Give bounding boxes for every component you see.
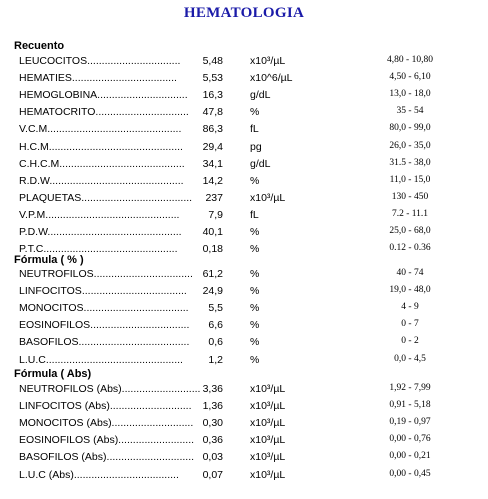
result-row: [0, 106, 488, 122]
result-unit: x10³/µL: [250, 400, 286, 413]
result-unit: fL: [250, 208, 259, 221]
section-heading: Recuento: [14, 40, 65, 52]
result-unit: x10³/µL: [250, 417, 286, 430]
result-value: 40,1: [202, 226, 223, 238]
reference-range: 4 - 9: [401, 302, 419, 313]
result-value: 34,1: [202, 157, 223, 170]
result-row: [0, 192, 488, 208]
test-name: NEUTROFILOS (Abs)...........................: [19, 383, 201, 395]
test-name: C.H.C.M...........................................: [19, 157, 185, 170]
reference-range: 13,0 - 18,0: [389, 89, 431, 100]
reference-range: 4,50 - 6,10: [389, 72, 431, 83]
test-name: HEMOGLOBINA...............................: [19, 89, 188, 102]
result-row: [0, 400, 488, 416]
test-name: EOSINOFILOS (Abs)..........................: [19, 434, 195, 447]
result-value: 0,36: [202, 434, 223, 447]
result-unit: pg: [250, 140, 262, 153]
reference-range: 0,00 - 0,45: [389, 468, 431, 479]
result-value: 0,03: [202, 451, 223, 464]
result-unit: %: [250, 336, 260, 349]
reference-range: 0,00 - 0,76: [389, 434, 431, 445]
result-unit: %: [250, 319, 260, 332]
result-unit: %: [250, 243, 260, 256]
reference-range: 0 - 2: [401, 336, 419, 347]
result-unit: x10³/µL: [250, 451, 286, 464]
reference-range: 0,00 - 0,21: [389, 451, 431, 462]
result-row: [0, 158, 488, 174]
result-value: 24,9: [202, 285, 223, 298]
result-value: 29,4: [202, 140, 223, 153]
result-unit: x10³/µL: [250, 55, 286, 67]
result-value: 7,9: [208, 208, 223, 221]
reference-range: 80,0 - 99,0: [389, 123, 431, 134]
result-row: [0, 285, 488, 301]
reference-range: 31.5 - 38,0: [389, 157, 431, 168]
result-value: 47,8: [202, 106, 223, 119]
reference-range: 0,0 - 4,5: [394, 353, 426, 364]
section-heading: Fórmula ( Abs): [14, 368, 92, 380]
test-name: P.T.C..............................................: [19, 243, 178, 256]
test-name: BASOFILOS (Abs)..............................: [19, 451, 195, 464]
reference-range: 7.2 - 11.1: [391, 208, 429, 219]
test-name: PLAQUETAS......................................: [19, 191, 193, 204]
result-value: 0,6: [208, 336, 223, 349]
report-title: HEMATOLOGIA: [183, 5, 305, 21]
result-unit: %: [250, 302, 260, 315]
result-unit: x10³/µL: [250, 383, 286, 395]
result-row: [0, 383, 488, 399]
test-name: BASOFILOS......................................: [19, 336, 190, 349]
result-value: 0,18: [202, 243, 223, 256]
result-unit: x10³/µL: [250, 468, 286, 481]
test-name: H.C.M..............................................: [19, 140, 183, 153]
result-value: 61,2: [202, 268, 223, 280]
result-unit: %: [250, 106, 260, 119]
reference-range: 0.12 - 0.36: [389, 243, 431, 254]
result-row: [0, 417, 488, 433]
result-unit: x10^6/µL: [250, 72, 293, 85]
result-row: [0, 451, 488, 467]
reference-range: 26,0 - 35,0: [389, 140, 431, 151]
result-unit: fL: [250, 123, 259, 136]
result-value: 14,2: [202, 174, 223, 187]
reference-range: 25,0 - 68,0: [389, 226, 431, 236]
reference-range: 19,0 - 48,0: [389, 285, 431, 296]
result-value: 5,5: [208, 302, 223, 315]
result-value: 237: [205, 191, 223, 204]
test-name: LINFOCITOS (Abs)............................: [19, 400, 192, 413]
result-row: [0, 55, 488, 71]
result-row: [0, 209, 488, 225]
reference-range: 130 - 450: [391, 191, 429, 202]
result-value: 1,2: [208, 353, 223, 366]
result-row: [0, 434, 488, 450]
reference-range: 40 - 74: [396, 268, 424, 278]
test-name: NEUTROFILOS..................................: [19, 268, 193, 280]
result-row: [0, 141, 488, 157]
result-unit: g/dL: [250, 157, 271, 170]
reference-range: 0,91 - 5,18: [389, 400, 431, 411]
result-unit: %: [250, 226, 260, 238]
result-value: 86,3: [202, 123, 223, 136]
reference-range: 4,80 - 10,80: [387, 55, 433, 65]
result-value: 1,36: [202, 400, 223, 413]
result-value: 16,3: [202, 89, 223, 102]
reference-range: 35 - 54: [396, 106, 424, 117]
result-value: 0,07: [202, 468, 223, 481]
reference-range: 0 - 7: [401, 319, 419, 330]
reference-range: 1,92 - 7,99: [389, 383, 431, 393]
result-value: 0,30: [202, 417, 223, 430]
test-name: LEUCOCITOS................................: [19, 55, 181, 67]
result-row: [0, 469, 488, 485]
result-value: 5,48: [202, 55, 223, 67]
test-name: EOSINOFILOS..................................: [19, 319, 190, 332]
test-name: HEMATOCRITO................................: [19, 106, 189, 119]
reference-range: 11,0 - 15,0: [389, 174, 431, 185]
test-name: HEMATIES....................................: [19, 72, 177, 85]
result-row: [0, 319, 488, 335]
test-name: P.D.W..............................................: [19, 226, 182, 238]
result-unit: %: [250, 174, 260, 187]
test-name: LINFOCITOS....................................: [19, 285, 187, 298]
result-row: [0, 123, 488, 139]
result-row: [0, 302, 488, 318]
result-unit: %: [250, 268, 260, 280]
result-unit: g/dL: [250, 89, 271, 102]
result-row: [0, 175, 488, 191]
test-name: L.U.C (Abs)....................................: [19, 468, 179, 481]
result-unit: %: [250, 285, 260, 298]
result-unit: x10³/µL: [250, 434, 286, 447]
result-unit: %: [250, 353, 260, 366]
test-name: V.C.M..............................................: [19, 123, 182, 136]
test-name: MONOCITOS (Abs)............................: [19, 417, 194, 430]
result-row: [0, 72, 488, 88]
result-row: [0, 268, 488, 284]
result-unit: x10³/µL: [250, 191, 286, 204]
result-row: [0, 89, 488, 105]
test-name: R.D.W..............................................: [19, 174, 184, 187]
result-value: 3,36: [202, 383, 223, 395]
test-name: V.P.M..............................................: [19, 208, 180, 221]
result-row: [0, 336, 488, 352]
result-row: [0, 226, 488, 242]
test-name: L.U.C...............................................: [19, 353, 183, 366]
result-value: 5,53: [202, 72, 223, 85]
test-name: MONOCITOS....................................: [19, 302, 189, 315]
reference-range: 0,19 - 0,97: [389, 417, 431, 428]
result-value: 6,6: [208, 319, 223, 332]
section-heading: Fórmula ( % ): [14, 254, 84, 266]
